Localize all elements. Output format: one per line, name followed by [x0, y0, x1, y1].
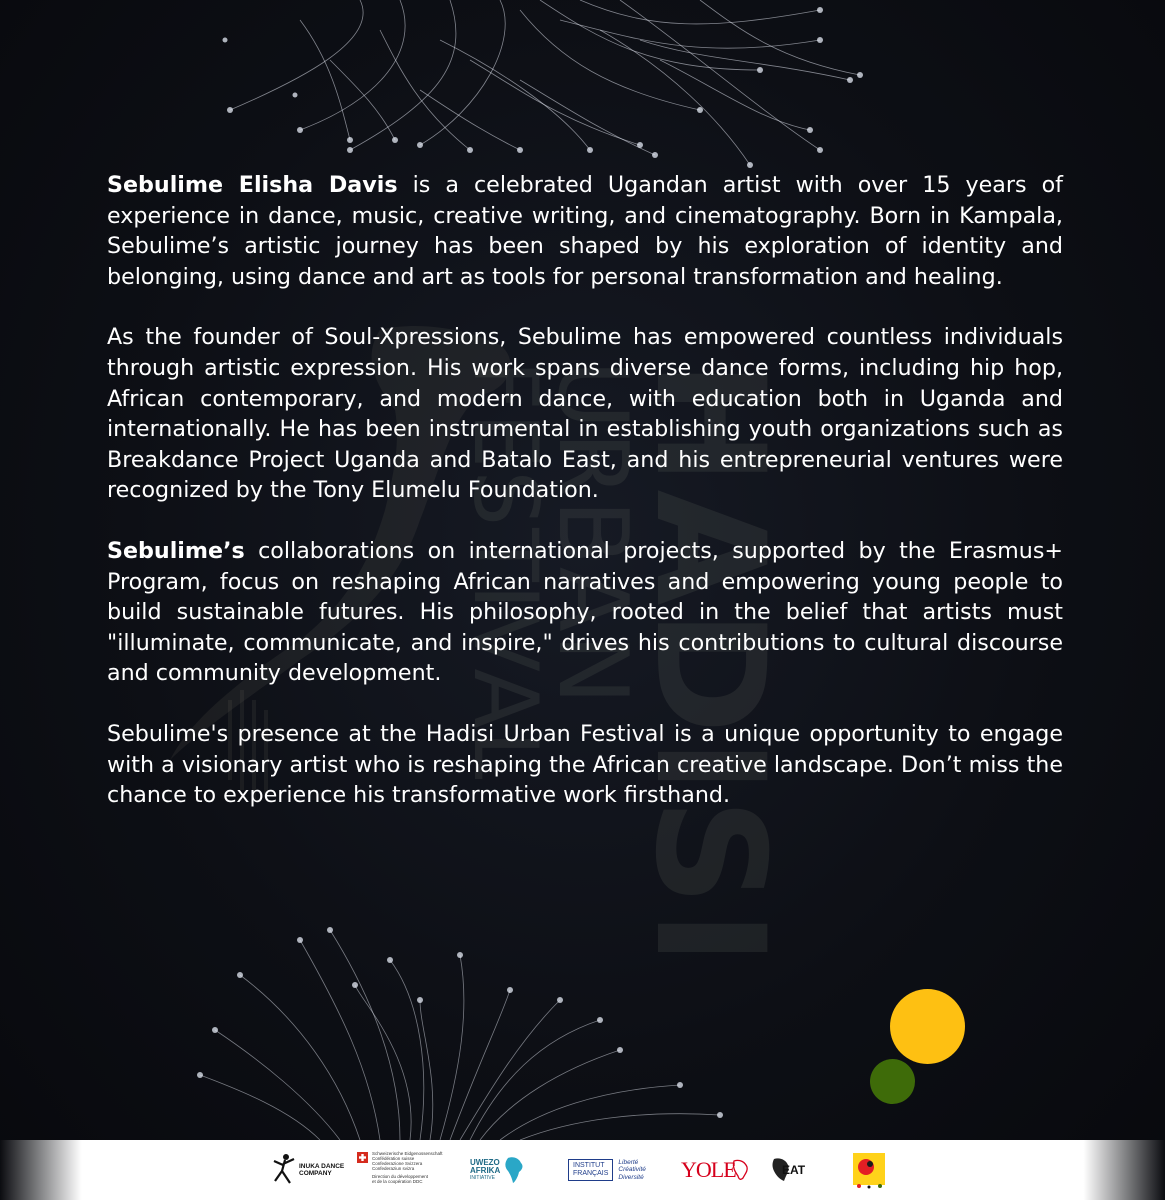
watermark-line-1: HADISI [622, 360, 796, 970]
swiss-line-5: Direction du développement [372, 1174, 429, 1179]
watermark-line-2: URBAN [537, 360, 648, 707]
bio-paragraph-3 [107, 536, 1063, 689]
sponsor-footer [0, 1140, 1165, 1200]
bio-paragraph-1-text: is a celebrated Ugandan artist with over 15 years of experience in dance, music, creative writing, and cinematography. Born in Kampala, Sebulime’s artistic journey has been shaped by his exploration of identity and belonging, using dance and art as tools for personal transformation and healing. [107, 172, 1063, 290]
institut-line-2: FRANÇAIS [573, 1170, 609, 1177]
swiss-line-4: Confederaziun svizra [372, 1166, 415, 1171]
inuka-dance-company-logo [272, 1148, 344, 1192]
partner-emblem-logo [850, 1148, 890, 1192]
uwezo-line-2: AFRIKA [470, 1166, 501, 1175]
swiss-line-2: Confédération suisse [372, 1156, 415, 1161]
yole-wordmark: YOLE [681, 1157, 736, 1182]
inuka-line-2: COMPANY [299, 1170, 332, 1177]
swiss-line-3: Confederazione Svizzera [372, 1161, 423, 1166]
inuka-line-1: INUKA DANCE [299, 1163, 345, 1170]
green-circle-decoration [870, 1059, 915, 1104]
uwezo-line-3: INITIATIVE [470, 1175, 495, 1181]
yole-africa-logo [681, 1148, 750, 1192]
artist-name: Sebulime Elisha Davis [107, 172, 398, 198]
uwezo-afrika-logo [470, 1148, 526, 1192]
eat-wordmark: EAT [782, 1163, 806, 1177]
swiss-confederation-logo [357, 1148, 443, 1192]
bio-paragraph-1 [107, 170, 1063, 292]
bio-paragraph-2: As the founder of Soul-Xpressions, Sebulime has empowered countless individuals through artistic expression. His work spans diverse dance forms, including hip hop, African contemporary, and modern dance, with education both in Uganda and internationally. He has been instrumental in establishing youth organizations such as Breakdance Project Uganda and Batalo East, and his entrepreneurial ventures were recognized by the Tony Elumelu Foundation. [107, 324, 1063, 504]
artist-bio [107, 170, 1063, 841]
institut-francais-logo [568, 1148, 646, 1192]
yellow-circle-decoration [890, 989, 965, 1064]
dancer-icon [272, 1153, 296, 1187]
bio-paragraph-4: Sebulime's presence at the Hadisi Urban Festival is a unique opportunity to engage with a visionary artist who is reshaping the African creative landscape. Don’t miss the chance to experience his transformative work firsthand. [107, 720, 1063, 809]
eat-logo [770, 1148, 805, 1192]
uwezo-line-1: UWEZO [470, 1158, 500, 1167]
artist-name-possessive: Sebulime’s [107, 537, 245, 564]
institut-motto-2: Créativité [618, 1166, 646, 1174]
swiss-line-6: et de la coopération DDC [372, 1179, 423, 1184]
swiss-flag-icon [357, 1152, 368, 1163]
institut-line-1: INSTITUT [573, 1162, 605, 1169]
africa-outline-icon [730, 1158, 750, 1182]
institut-motto-1: Liberté [618, 1158, 639, 1166]
africa-map-icon [502, 1155, 526, 1185]
partner-emblem-icon [850, 1150, 890, 1190]
bio-paragraph-3-text: collaborations on international projects, supported by the Erasmus+ Program, focus on reshaping African narratives and empowering young people to build sustainable futures. His philosophy, rooted in the belief that artists must "illuminate, communicate, and inspire," drives his contributions to cultural discourse and community development. [107, 537, 1063, 687]
swiss-line-1: Schweizerische Eidgenossenschaft [372, 1151, 443, 1156]
institut-motto-3: Diversité [618, 1173, 644, 1181]
watermark-line-3: FESTIVAL [454, 360, 558, 782]
